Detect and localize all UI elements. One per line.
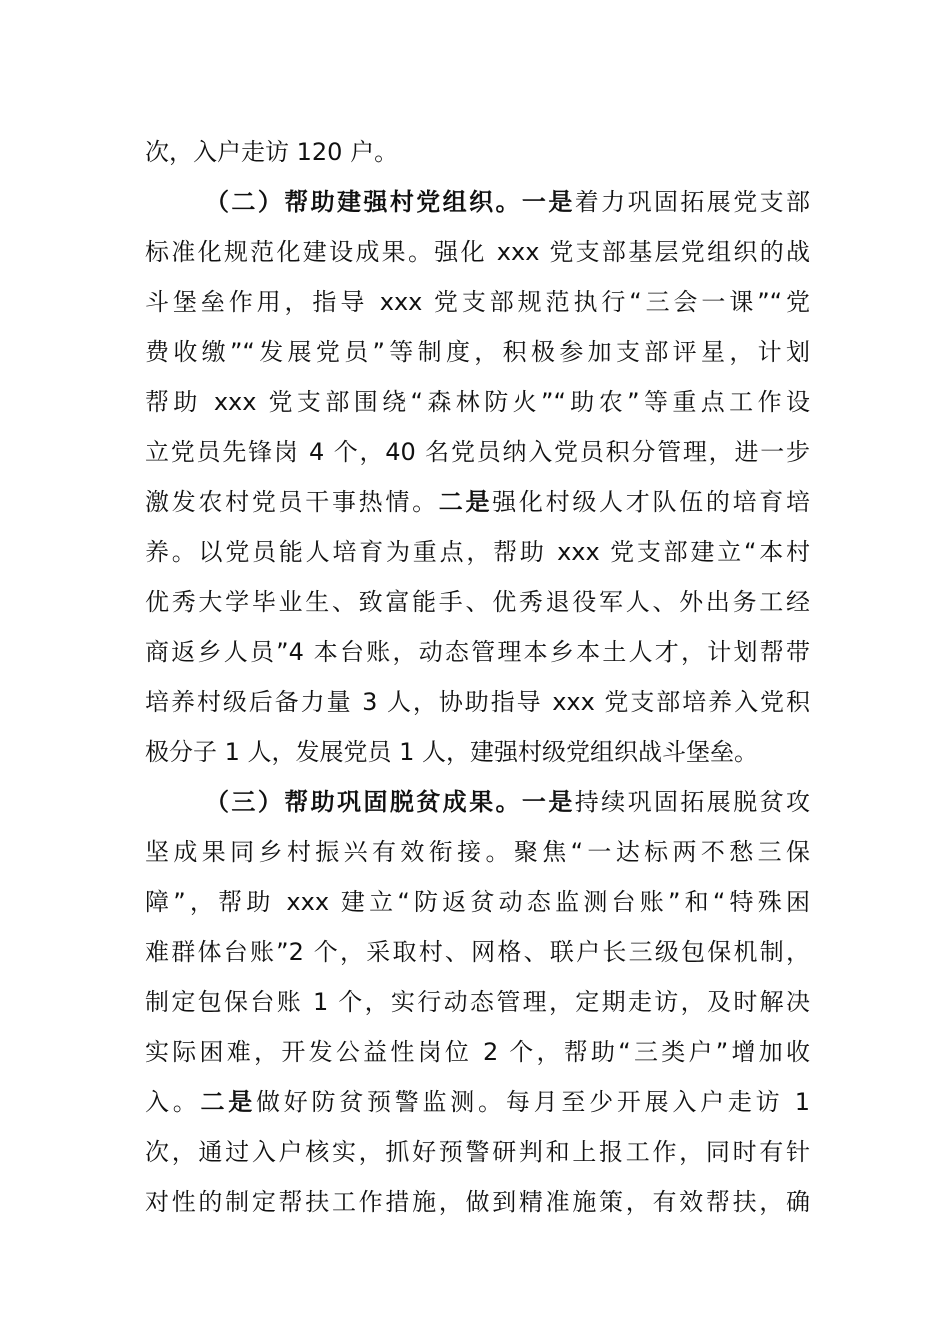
text-line: 次，入户走访 120 户。 [145,138,399,166]
text-line: 障”，帮助 xxx 建立“防返贫动态监测台账”和“特殊困 [145,888,810,916]
text-line: 次，通过入户核实，抓好预警研判和上报工作，同时有针 [145,1138,810,1166]
text-line [145,1086,810,1118]
text-line: 优秀大学毕业生、致富能手、优秀退役军人、外出务工经 [145,588,810,616]
text-line: 商返乡人员”4 本台账，动态管理本乡本土人才，计划帮带 [145,638,810,666]
text-line: 实际困难，开发公益性岗位 2 个，帮助“三类户”增加收 [145,1038,810,1066]
text-line: 极分子 1 人，发展党员 1 人，建强村级党组织战斗堡垒。 [145,738,759,766]
text-line: 帮助 xxx 党支部围绕“森林防火”“助农”等重点工作设 [145,388,810,416]
text-line: 费收缴”“发展党员”等制度，积极参加支部评星，计划 [145,338,810,366]
text-line: 立党员先锋岗 4 个，40 名党员纳入党员积分管理，进一步 [145,438,810,466]
text-line: 难群体台账”2 个，采取村、网格、联户长三级包保机制， [145,938,810,966]
point-marker: 二是 [200,1088,257,1116]
text-segment: 做好防贫预警监测。每月至少开展入户走访 1 [256,1088,811,1116]
text-segment: 入。 [145,1088,201,1116]
point-marker: 二是 [438,488,493,516]
section-heading-3 [205,786,810,818]
point-marker: 一是 [521,188,575,216]
text-segment: 强化村级人才队伍的培育培 [492,488,811,516]
section-heading-2 [205,186,810,218]
text-line: 培养村级后备力量 3 人，协助指导 xxx 党支部培养入党积 [145,688,810,716]
text-segment: 持续巩固拓展脱贫攻 [574,788,811,816]
section-heading-text: （三）帮助巩固脱贫成果。 [205,788,522,816]
text-line: 对性的制定帮扶工作措施，做到精准施策，有效帮扶，确 [145,1188,810,1216]
text-line: 坚成果同乡村振兴有效衔接。聚焦“一达标两不愁三保 [145,838,810,866]
text-line: 养。以党员能人培育为重点，帮助 xxx 党支部建立“本村 [145,538,810,566]
text-segment: 激发农村党员干事热情。 [145,488,439,516]
text-line: 标准化规范化建设成果。强化 xxx 党支部基层党组织的战 [145,238,810,266]
text-line [145,486,810,518]
point-marker: 一是 [521,788,575,816]
text-line: 斗堡垒作用，指导 xxx 党支部规范执行“三会一课”“党 [145,288,810,316]
section-heading-text: （二）帮助建强村党组织。 [205,188,522,216]
text-line: 制定包保台账 1 个，实行动态管理，定期走访，及时解决 [145,988,810,1016]
text-segment: 着力巩固拓展党支部 [574,188,811,216]
